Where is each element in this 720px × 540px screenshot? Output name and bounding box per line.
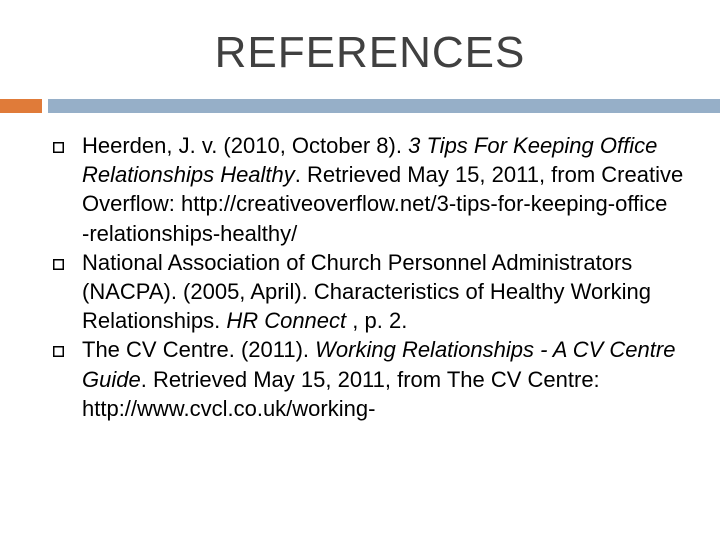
reference-author-date: The CV Centre. (2011). [82,337,316,363]
reference-retrieval: . Retrieved May 15, 2011, from Creative Overflow: [82,162,684,217]
reference-url: http://www.cvcl.co.uk/working- [82,395,376,421]
reference-author-date: National Association of Church Personnel Administrators (NACPA). (2005, April). Characteristics of Healthy Working Relationships. [82,249,651,334]
title-rule [48,99,720,113]
hollow-square-icon [53,142,64,153]
reference-text [82,335,690,423]
reference-author-date: Heerden, J. v. (2010, October 8). [82,133,409,158]
reference-title: HR Connect [226,308,347,334]
slide-title: REFERENCES [214,28,526,77]
reference-text [82,131,690,248]
reference-item [0,335,720,423]
reference-retrieval: . Retrieved May 15, 2011, from The CV Centre: [140,366,600,392]
reference-item [0,248,720,336]
reference-title: Working Relationships - A CV Centre Guide [82,337,676,392]
accent-bar [0,99,42,113]
reference-retrieval: , p. 2. [346,308,408,334]
reference-url: http://creativeoverflow.net/3-tips-for-keeping-office -relationships-healthy/ [82,191,668,246]
hollow-square-icon [53,259,64,270]
hollow-square-icon [53,346,64,357]
reference-title: 3 Tips For Keeping Office Relationships Healthy [82,133,658,188]
reference-text [82,248,690,336]
reference-list [0,131,720,423]
reference-item [0,131,720,248]
